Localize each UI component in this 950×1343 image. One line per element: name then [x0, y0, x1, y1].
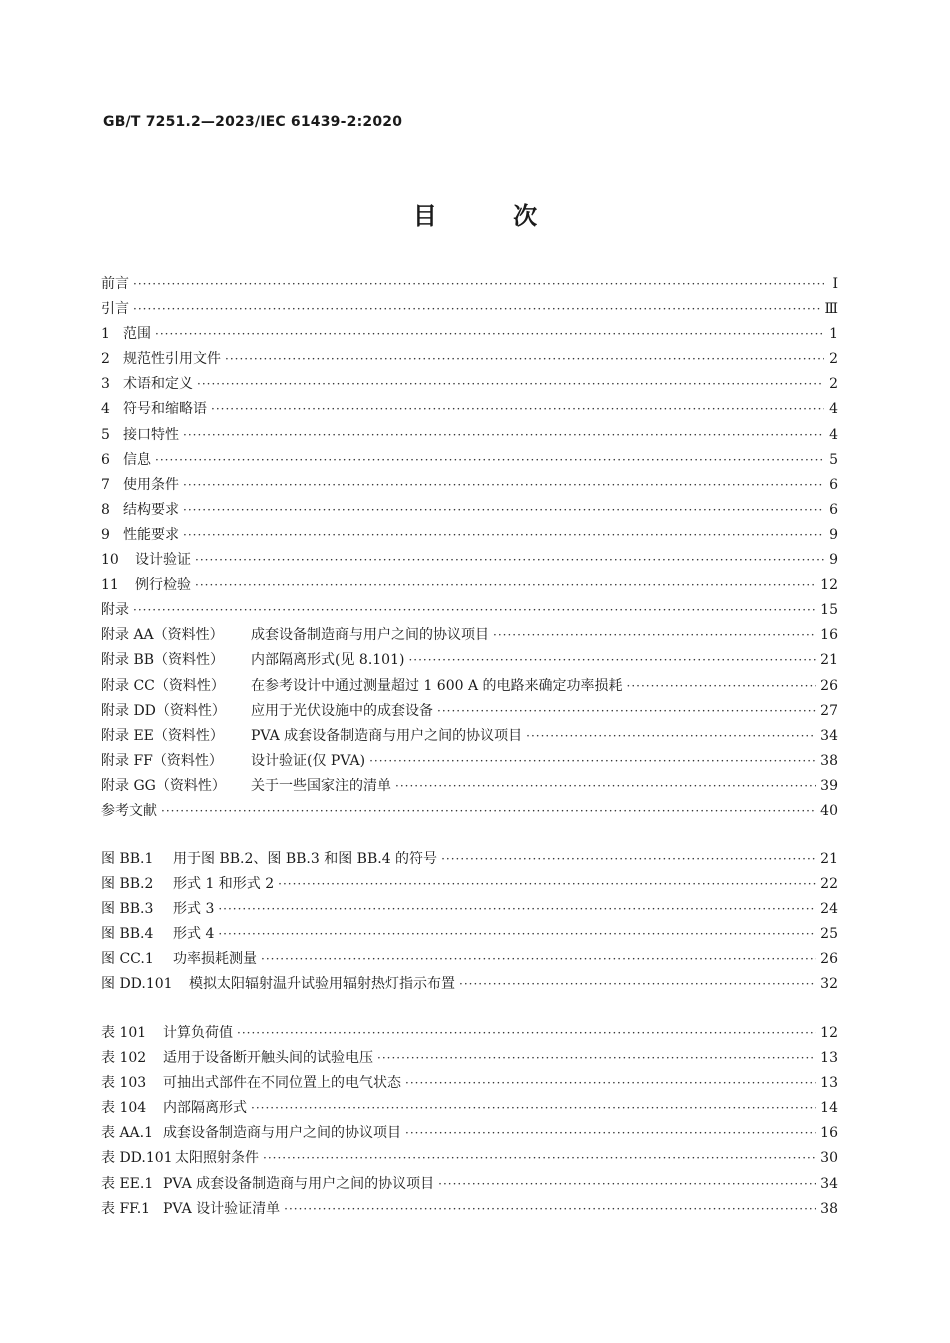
- toc-entry-title: 成套设备制造商与用户之间的协议项目: [163, 1125, 401, 1142]
- toc-entry-page: 12: [820, 577, 838, 594]
- toc-entry[interactable]: [101, 775, 838, 800]
- toc-entry-number: 7: [101, 476, 110, 493]
- toc-entry-page: Ⅲ: [824, 301, 838, 318]
- dot-leader: [437, 704, 816, 718]
- toc-entry-number: 附录 CC（资料性）: [101, 677, 225, 694]
- toc-entry-title: 形式 3: [173, 901, 215, 918]
- dot-leader: [195, 578, 816, 592]
- toc-entry-number: 1: [101, 326, 110, 343]
- dot-leader: [493, 628, 816, 642]
- toc-entry-title: 形式 1 和形式 2: [173, 876, 275, 893]
- toc-entry-number: 表 FF.1: [101, 1200, 151, 1217]
- toc-entry-title: 符号和缩略语: [123, 401, 207, 418]
- dot-leader: [183, 528, 824, 542]
- dot-leader: [405, 1126, 816, 1140]
- toc-entry-number: 表 AA.1: [101, 1125, 154, 1142]
- toc-entry[interactable]: [101, 398, 838, 423]
- toc-entry-title: 参考文献: [101, 802, 157, 819]
- dot-leader: [627, 679, 817, 693]
- toc-figure-entry[interactable]: [101, 873, 838, 898]
- toc-entry-page: 4: [829, 426, 838, 443]
- dot-leader: [251, 1101, 816, 1115]
- toc-entry-page: 16: [820, 1125, 838, 1142]
- toc-entry-page: 12: [820, 1025, 838, 1041]
- toc-entry[interactable]: [101, 549, 838, 574]
- toc-entry-title: 计算负荷值: [163, 1025, 233, 1041]
- toc-entry-title: 设计验证: [135, 552, 191, 569]
- toc-entry-title: PVA 成套设备制造商与用户之间的协议项目: [251, 727, 523, 744]
- toc-figure-entry[interactable]: [101, 848, 838, 873]
- toc-entry-number: 附录 FF（资料性）: [101, 752, 223, 769]
- toc-entry[interactable]: [101, 273, 838, 298]
- dot-leader: [284, 1202, 816, 1216]
- toc-entry-page: 34: [820, 727, 838, 744]
- toc-entry-title: 用于图 BB.2、图 BB.3 和图 BB.4 的符号: [173, 851, 438, 867]
- toc-entry-page: 2: [829, 351, 838, 368]
- toc-table-entry[interactable]: [101, 1072, 838, 1097]
- toc-table-entry[interactable]: [101, 1122, 838, 1147]
- toc-entry-title: 内部隔离形式(见 8.101): [251, 652, 405, 669]
- dot-leader: [133, 603, 816, 617]
- toc-entry[interactable]: [101, 599, 838, 624]
- dot-leader: [369, 754, 816, 768]
- toc-entry-number: 5: [101, 426, 110, 443]
- toc-entry[interactable]: [101, 750, 838, 775]
- toc-entry-number: 图 DD.101: [101, 976, 173, 993]
- toc-entry-page: 34: [820, 1175, 838, 1192]
- dot-leader: [155, 327, 824, 341]
- toc-entry[interactable]: [101, 424, 838, 449]
- toc-entry-number: 表 102: [101, 1050, 147, 1067]
- toc-entry-title: 术语和定义: [123, 376, 193, 393]
- toc-entry-number: 11: [101, 577, 119, 594]
- dot-leader: [183, 478, 824, 492]
- toc-entry-number: 表 EE.1: [101, 1175, 154, 1192]
- dot-leader: [183, 503, 824, 517]
- toc-entry-page: 25: [820, 926, 838, 943]
- toc-entry-number: 表 101: [101, 1025, 147, 1041]
- toc-entry-title: PVA 设计验证清单: [163, 1200, 281, 1217]
- toc-entry-title: 结构要求: [123, 501, 179, 518]
- dot-leader: [261, 952, 816, 966]
- toc-entry[interactable]: [101, 373, 838, 398]
- toc-table-list: [101, 1022, 838, 1223]
- toc-entry-title: 附录: [101, 602, 129, 619]
- toc-entry-page: 26: [820, 951, 838, 968]
- toc-table-entry[interactable]: [101, 1097, 838, 1122]
- toc-entry-page: 1: [829, 326, 838, 343]
- toc-entry-page: 40: [820, 802, 838, 819]
- toc-entry-title: 成套设备制造商与用户之间的协议项目: [251, 627, 489, 644]
- toc-entry[interactable]: [101, 725, 838, 750]
- toc-entry-page: 2: [829, 376, 838, 393]
- toc-entry-page: 13: [820, 1075, 838, 1092]
- toc-entry-title: 内部隔离形式: [163, 1100, 247, 1117]
- toc-entry-title: 太阳照射条件: [175, 1150, 259, 1167]
- dot-leader: [161, 804, 816, 818]
- toc-entry-page: 5: [829, 451, 838, 468]
- toc-entry-title: 性能要求: [123, 526, 179, 543]
- toc-entry-title: 在参考设计中通过测量超过 1 600 A 的电路来确定功率损耗: [251, 677, 623, 694]
- toc-title: 目 次: [412, 202, 572, 230]
- dot-leader: [155, 453, 824, 467]
- toc-figure-entry[interactable]: [101, 973, 838, 998]
- dot-leader: [225, 352, 824, 366]
- toc-entry[interactable]: [101, 348, 838, 373]
- toc-entry[interactable]: [101, 800, 838, 825]
- toc-entry-title: 关于一些国家注的清单: [251, 777, 391, 794]
- toc-entry[interactable]: [101, 524, 838, 549]
- toc-table-entry[interactable]: [101, 1147, 838, 1172]
- toc-entry-page: 30: [820, 1150, 838, 1167]
- toc-entry-page: 9: [829, 552, 838, 569]
- toc-entry-number: 图 BB.2: [101, 876, 154, 893]
- toc-entry-page: 24: [820, 901, 838, 918]
- toc-entry-title: 范围: [123, 326, 151, 343]
- toc-table-entry[interactable]: [101, 1047, 838, 1072]
- toc-entry-number: 9: [101, 526, 110, 543]
- dot-leader: [218, 902, 816, 916]
- toc-entry-number: 6: [101, 451, 110, 468]
- toc-entry-number: 4: [101, 401, 110, 418]
- toc-entry-page: 39: [820, 777, 838, 794]
- toc-entry[interactable]: [101, 624, 838, 649]
- dot-leader: [197, 377, 824, 391]
- toc-entry-number: 8: [101, 501, 110, 518]
- toc-entry-title: 前言: [101, 276, 129, 292]
- toc-entry-page: 27: [820, 702, 838, 719]
- toc-figure-list: [101, 848, 838, 999]
- toc-entry[interactable]: [101, 675, 838, 700]
- toc-entry-page: 4: [829, 401, 838, 418]
- dot-leader: [183, 428, 824, 442]
- toc-table-entry[interactable]: [101, 1198, 838, 1223]
- toc-figure-entry[interactable]: [101, 898, 838, 923]
- toc-entry-title: 信息: [123, 451, 151, 468]
- toc-entry-page: 26: [820, 677, 838, 694]
- toc-entry-page: 22: [820, 876, 838, 893]
- toc-entry-page: 32: [820, 976, 838, 993]
- toc-entry-number: 表 104: [101, 1100, 147, 1117]
- dot-leader: [278, 877, 816, 891]
- dot-leader: [405, 1076, 816, 1090]
- toc-entry-number: 附录 BB（资料性）: [101, 652, 225, 669]
- toc-entry-title: 使用条件: [123, 476, 179, 493]
- dot-leader: [263, 1151, 816, 1165]
- toc-entry-title: 例行检验: [135, 577, 191, 594]
- toc-figure-entry[interactable]: [101, 923, 838, 948]
- toc-entry-page: 38: [820, 1200, 838, 1217]
- toc-entry-page: 21: [820, 851, 838, 867]
- toc-entry-title: 形式 4: [173, 926, 215, 943]
- toc-entry-number: 3: [101, 376, 110, 393]
- toc-entry[interactable]: [101, 499, 838, 524]
- toc-entry-page: 9: [829, 526, 838, 543]
- toc-entry[interactable]: [101, 323, 838, 348]
- toc-entry-title: 接口特性: [123, 426, 179, 443]
- toc-entry-page: 14: [820, 1100, 838, 1117]
- dot-leader: [195, 553, 824, 567]
- toc-entry-number: 图 BB.1: [101, 851, 154, 867]
- toc-entry-page: 6: [829, 476, 838, 493]
- dot-leader: [237, 1026, 816, 1040]
- toc-entry-page: 21: [820, 652, 838, 669]
- dot-leader: [441, 852, 816, 866]
- toc-table-entry[interactable]: [101, 1173, 838, 1198]
- toc-entry-number: 2: [101, 351, 110, 368]
- toc-entry-number: 表 103: [101, 1075, 147, 1092]
- toc-entry-page: 38: [820, 752, 838, 769]
- dot-leader: [211, 402, 824, 416]
- dot-leader: [133, 277, 824, 291]
- toc-figure-entry[interactable]: [101, 948, 838, 973]
- dot-leader: [395, 779, 816, 793]
- dot-leader: [133, 302, 820, 316]
- toc-entry[interactable]: [101, 474, 838, 499]
- dot-leader: [408, 653, 816, 667]
- toc-entry-number: 附录 AA（资料性）: [101, 627, 224, 644]
- toc-entry-title: 引言: [101, 301, 129, 318]
- toc-entry-number: 图 CC.1: [101, 951, 154, 968]
- toc-entry-title: 模拟太阳辐射温升试验用辐射热灯指示布置: [189, 976, 455, 993]
- toc-entry-title: 应用于光伏设施中的成套设备: [251, 702, 433, 719]
- toc-entry-number: 表 DD.101: [101, 1150, 173, 1167]
- toc-entry[interactable]: [101, 700, 838, 725]
- toc-entry-number: 10: [101, 552, 119, 569]
- toc-entry-title: 功率损耗测量: [173, 951, 257, 968]
- toc-entry-title: 可抽出式部件在不同位置上的电气状态: [163, 1075, 401, 1092]
- toc-entry-page: 16: [820, 627, 838, 644]
- toc-entry-page: 13: [820, 1050, 838, 1067]
- toc-table-entry[interactable]: [101, 1022, 838, 1047]
- toc-entry[interactable]: [101, 449, 838, 474]
- dot-leader: [377, 1051, 816, 1065]
- toc-entry-title: 适用于设备断开触头间的试验电压: [163, 1050, 373, 1067]
- toc-entry[interactable]: [101, 649, 838, 674]
- toc-main-list: [101, 273, 838, 825]
- toc-entry-title: PVA 成套设备制造商与用户之间的协议项目: [163, 1175, 435, 1192]
- toc-entry-number: 图 BB.4: [101, 926, 154, 943]
- toc-entry-number: 图 BB.3: [101, 901, 154, 918]
- dot-leader: [459, 977, 816, 991]
- dot-leader: [526, 729, 816, 743]
- toc-entry-page: 15: [820, 602, 838, 619]
- toc-entry-number: 附录 EE（资料性）: [101, 727, 224, 744]
- toc-entry[interactable]: [101, 298, 838, 323]
- toc-entry[interactable]: [101, 574, 838, 599]
- toc-entry-title: 设计验证(仅 PVA): [251, 752, 366, 769]
- toc-entry-number: 附录 GG（资料性）: [101, 777, 226, 794]
- toc-entry-number: 附录 DD（资料性）: [101, 702, 226, 719]
- standard-code: GB/T 7251.2—2023/IEC 61439-2:2020: [103, 114, 403, 130]
- dot-leader: [218, 927, 816, 941]
- toc-entry-page: Ⅰ: [832, 276, 838, 292]
- toc-entry-page: 6: [829, 501, 838, 518]
- dot-leader: [438, 1177, 816, 1191]
- toc-entry-title: 规范性引用文件: [123, 351, 221, 368]
